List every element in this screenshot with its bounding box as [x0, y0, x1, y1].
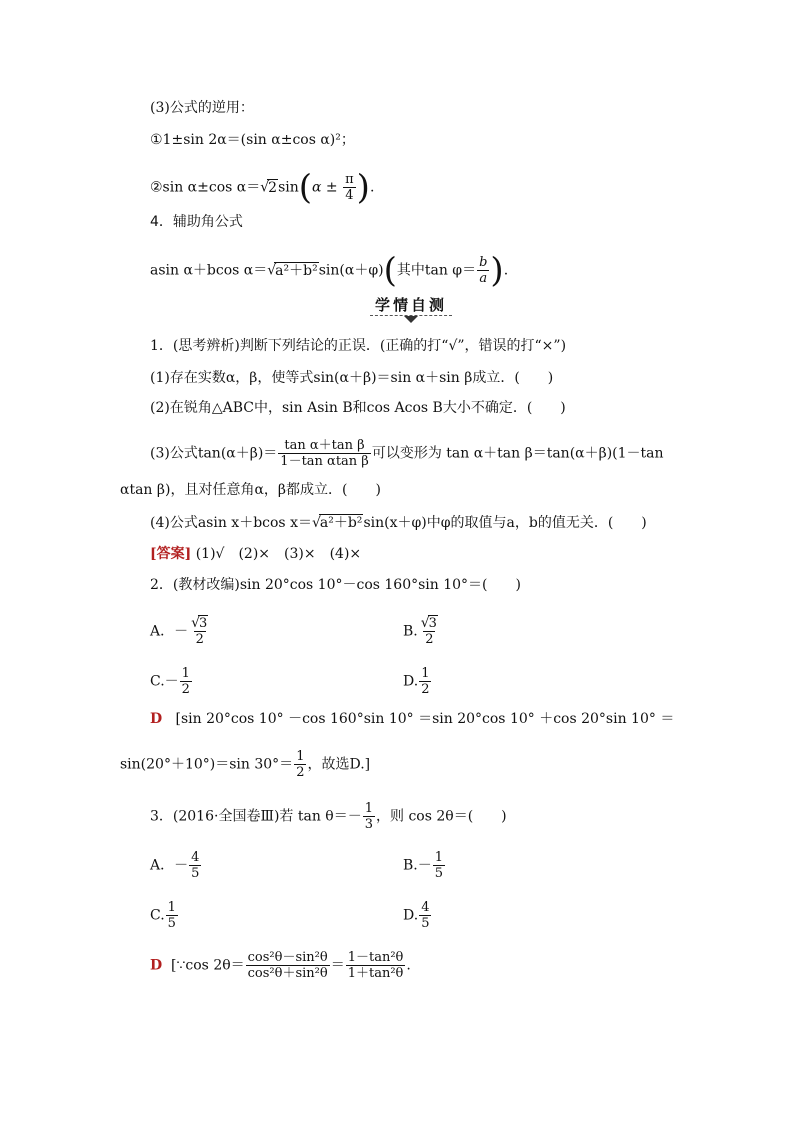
period: . — [503, 262, 509, 279]
q2-answer-line-2: sin(20°＋10°)＝sin 30°＝ $\frac{1}{2}$ ，故选D.] — [120, 749, 371, 780]
aux-where: 其中tan φ＝ — [396, 262, 477, 279]
reverse-formula-2 — [150, 167, 375, 208]
q1-stem: 1．(思考辨析)判断下列结论的正误．(正确的打“√”，错误的打“×”) — [150, 338, 567, 354]
aux-formula — [150, 250, 509, 291]
sin-word: sin — [278, 179, 299, 196]
q1-statement-3-cont: αtan β)，且对任意角α，β都成立．( ) — [120, 482, 381, 498]
pi-over-4: $\frac{\pi}{4}$ — [345, 172, 354, 203]
answer-tag: [答案] — [150, 546, 192, 562]
q2-option-d: D. $\frac{1}{2}$ — [403, 666, 430, 697]
banner-triangle-icon — [404, 316, 418, 323]
radical-sign: √ — [260, 179, 270, 196]
q3-stem: 3．(2016·全国卷Ⅲ)若 tan θ＝－ $\frac{1}{3}$ ，则 cos 2θ＝( ) — [150, 801, 507, 832]
q1-statement-2: (2)在锐角△ABC中，sin Asin B和cos Acos B大小不确定．( ) — [150, 400, 566, 416]
self-test-banner — [370, 296, 452, 324]
q3-option-a: A．－ $\frac{4}{5}$ — [150, 850, 200, 881]
radical-sign: √ — [311, 515, 321, 531]
q1-answer — [150, 544, 361, 564]
q1-statement-4 — [150, 513, 647, 533]
q1-statement-1: (1)存在实数α，β，使等式sin(α＋β)＝sin α＋sin β成立．( ) — [150, 370, 554, 386]
left-paren: ( — [383, 250, 397, 291]
s4-prefix: (4)公式asin x＋bcos x＝ — [150, 515, 312, 531]
q1-statement-3 — [150, 438, 664, 469]
right-paren: ) — [490, 250, 504, 291]
s3-suffix: 可以变形为 tan α＋tan β＝tan(α＋β)(1－tan — [371, 445, 664, 462]
q2-option-b: B. $\frac{√3}{2}$ — [403, 615, 437, 647]
period: . — [369, 179, 375, 196]
q2-answer-letter: D — [150, 711, 163, 727]
radical-sign: √ — [267, 262, 277, 279]
q3-option-d: D. $\frac{4}{5}$ — [403, 900, 430, 931]
sqrt-2: 2 — [268, 179, 278, 196]
q3-option-c: C. $\frac{1}{5}$ — [150, 900, 176, 931]
s3-prefix: (3)公式tan(α＋β)＝ — [150, 445, 278, 462]
q3-answer-letter: D — [150, 957, 163, 974]
answer-text: (1)√ (2)× (3)× (4)× — [195, 546, 362, 562]
q3-option-b: B.－ $\frac{1}{5}$ — [403, 850, 444, 881]
aux-mid: sin(α＋φ) — [318, 262, 384, 279]
aux-root: a²＋b² — [275, 262, 318, 279]
left-paren: ( — [298, 167, 313, 208]
alpha-pm: α ± — [312, 179, 338, 196]
q3-answer: D [∵cos 2θ＝ $\frac{\text{cos²θ－sin²θ}}{\text{cos²θ＋sin²θ}}$ ＝ $\frac{\text{1－tan²θ}}{\text{1＋tan²θ}}$ . — [150, 950, 411, 981]
q2-answer-line-1: D [sin 20°cos 10° －cos 160°sin 10° ＝sin 20°cos 10° ＋cos 20°sin 10° ＝ — [150, 711, 675, 727]
banner-title: 学情自测 — [374, 296, 447, 314]
aux-prefix: asin α＋bcos α＝ — [150, 262, 268, 279]
q2-option-c: C.－ $\frac{1}{2}$ — [150, 666, 190, 697]
b-over-a: $\frac{b}{a}$ — [479, 255, 488, 286]
q2-option-a: A．－ $\frac{√3}{2}$ — [150, 615, 208, 647]
right-paren: ) — [356, 167, 370, 208]
reverse-formula-1: ①1±sin 2α＝(sin α±cos α)²； — [150, 132, 355, 148]
rev2-prefix: ②sin α±cos α＝ — [150, 179, 261, 196]
reverse-use-heading: (3)公式的逆用： — [150, 100, 254, 116]
tan-sum-fraction: $\frac{\text{tan α＋tan β}}{\text{1－tan αtan β}}$ — [280, 438, 369, 469]
s4-suffix: sin(x＋φ)中φ的取值与a，b的值无关．( ) — [363, 515, 647, 531]
s4-root: a²＋b² — [319, 515, 363, 531]
aux-heading: 4．辅助角公式 — [150, 214, 243, 230]
q2-stem: 2．(教材改编)sin 20°cos 10°－cos 160°sin 10°＝( ) — [150, 577, 521, 593]
